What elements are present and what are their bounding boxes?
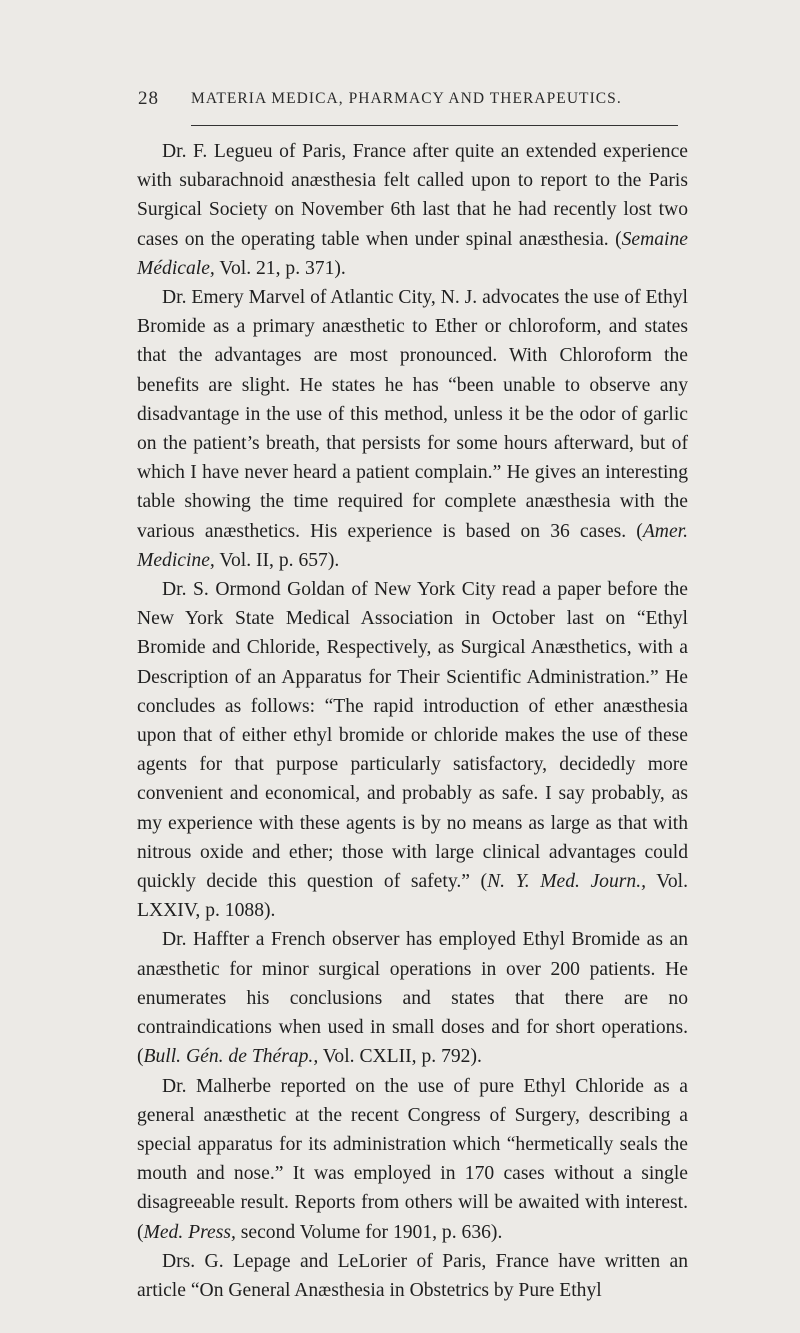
- page-header: [138, 88, 678, 114]
- citation-reference: second Volume for 1901, p. 636).: [235, 1221, 503, 1243]
- paragraph-text: Dr. F. Legueu of Paris, France after quite an extended experience with subarachnoid anæsthesia felt called upon to report to the Paris Surgical Society on November 6th last that he had recently lost two cases on the operating table when under spinal anæsthesia.: [137, 141, 688, 250]
- paragraph-lepage: [137, 1247, 688, 1305]
- citation-journal: Med. Press,: [143, 1221, 236, 1243]
- paragraph-haffter: [137, 925, 688, 1071]
- citation-journal: Bull. Gén. de Thérap.,: [143, 1046, 319, 1068]
- paragraph-text: Drs. G. Lepage and LeLorier of Paris, France have written an article “On General Anæsthesia in Obstetrics by Pure Ethyl: [137, 1250, 688, 1301]
- paragraph-marvel: [137, 283, 688, 575]
- header-rule: [191, 125, 678, 126]
- paragraph-legueu: [137, 137, 688, 283]
- citation-journal: N. Y. Med. Journ.,: [487, 871, 646, 893]
- paragraph-goldan: [137, 575, 688, 925]
- running-head: MATERIA MEDICA, PHARMACY AND THERAPEUTICS.: [191, 90, 622, 107]
- body-text: [137, 137, 688, 1305]
- citation-journal: Amer. Medicine,: [137, 520, 688, 571]
- citation: (Bull. Gén. de Thérap., Vol. CXLII, p. 792).: [137, 1046, 482, 1068]
- citation-journal: Semaine Médicale,: [137, 228, 688, 279]
- page-number: 28: [138, 88, 159, 109]
- citation-reference: Vol. CXLII, p. 792).: [318, 1046, 482, 1068]
- citation-reference: Vol. 21, p. 371).: [214, 257, 346, 279]
- paragraph-text: Dr. Haffter a French observer has employed Ethyl Bromide as an anæsthetic for minor surgical operations in over 200 patients. He enumerates his conclusions and states that there are no contraindications when used in small doses and for short operations.: [137, 929, 688, 1039]
- citation-reference: Vol. LXXIV, p. 1088).: [137, 871, 688, 922]
- citation: (Med. Press, second Volume for 1901, p. 636).: [137, 1221, 503, 1243]
- citation: (Semaine Médicale, Vol. 21, p. 371).: [137, 228, 688, 279]
- paragraph-text: Dr. Emery Marvel of Atlantic City, N. J. advocates the use of Ethyl Bromide as a primary anæsthetic to Ether or chloroform, and states that the advantages are most pronounced. With Chloroform the benefits are slight. He states he has “been unable to observe any disadvantage in the use of this method, unless it be the odor of garlic on the patient’s breath, that persists for some hours afterward, but of which I have never heard a patient complain.” He gives an interesting table showing the time required for complete anæsthesia with the various anæsthetics. His experience is based on 36 cases.: [137, 287, 688, 542]
- paragraph-text: Dr. Malherbe reported on the use of pure Ethyl Chloride as a general anæsthetic at the recent Congress of Surgery, describing a special apparatus for its administration which “hermetically seals the mouth and nose.” It was employed in 170 cases without a single disagreeable result. Reports from others will be awaited with interest.: [137, 1075, 688, 1214]
- paragraph-malherbe: [137, 1072, 688, 1247]
- paragraph-text: Dr. S. Ormond Goldan of New York City read a paper before the New York State Medical Association in October last on “Ethyl Bromide and Chloride, Respectively, as Surgical Anæsthetics, with a Description of an Apparatus for Their Scientific Administration.” He concludes as follows: “The rapid introduction of ether anæsthesia upon that of either ethyl bromide or chloride makes the use of these agents for that purpose particularly satisfactory, decidedly more convenient and economical, and probably as safe. I say probably, as my experience with these agents is by no means as large as that with nitrous oxide and ether; those with large clinical advantages could quickly decide this question of safety.”: [137, 579, 688, 893]
- citation-reference: Vol. II, p. 657).: [214, 549, 340, 571]
- citation: (N. Y. Med. Journ., Vol. LXXIV, p. 1088).: [137, 871, 688, 922]
- citation: (Amer. Medicine, Vol. II, p. 657).: [137, 520, 688, 571]
